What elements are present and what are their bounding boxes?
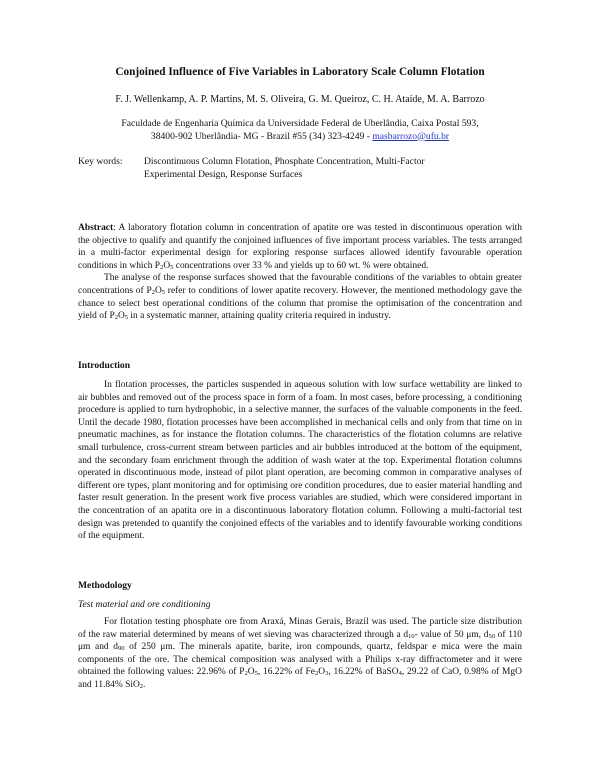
subscript: 50 <box>488 632 495 640</box>
introduction-heading: Introduction <box>78 360 131 371</box>
abstract-text: concentrations over 33 % and yields up to 60 wt. % were obtained. <box>173 260 429 271</box>
abstract-text: O <box>154 285 162 296</box>
subscript: 10 <box>408 632 415 640</box>
abstract-text: refer to conditions of lower apatite recovery. However, the mentioned methodology gave the chance to select best operational conditions of the column that promise the optimisation of the concentration and yield of P <box>78 285 522 322</box>
subscript: 2 <box>151 288 155 296</box>
body-text: of 250 μm. The minerals apatite, barite, iron compounds, quartz, feldspar e mica were the main components of the ore. The chemical composition was analysed with a Philips x-ray diffractometer and it were obtained the following values: 22.96% of P <box>78 642 522 678</box>
body-text: O <box>318 667 326 678</box>
subscript: 5 <box>254 670 258 678</box>
abstract-text: O <box>117 311 125 322</box>
methodology-paragraph <box>78 616 522 692</box>
abstract-text: The analyse of the response surfaces showed that the favourable conditions of the variables to obtain greater concentrations of P <box>78 273 522 296</box>
subscript: 2 <box>244 670 248 678</box>
subscript: 5 <box>124 314 129 322</box>
body-text: , 16.22% of BaSO <box>328 667 399 678</box>
body-text: - value of 50 μm, d <box>414 629 489 640</box>
abstract-text: : A laboratory flotation column in concentration of apatite ore was tested in discontinuous operation with the objective to qualify and quantify the conjoined influences of five important process variables. The tests arranged in a multi-factor experimental design for exploring response surfaces allowed identify favourable operation conditions in which P <box>78 223 522 271</box>
introduction-body <box>78 379 522 543</box>
body-text: O <box>247 667 255 678</box>
affiliation-address: 38400-902 Uberlândia- MG - Brazil #55 (34) 323-4249 - <box>150 130 373 142</box>
body-text: . <box>143 679 146 690</box>
subscript: 2 <box>315 670 319 678</box>
subscript: 2 <box>160 263 164 271</box>
abstract-paragraph-2 <box>78 272 522 322</box>
affiliation <box>0 118 600 143</box>
affiliation-line-1: Faculdade de Engenharia Química da Universidade Federal de Uberlândia, Caixa Postal 593, <box>121 118 479 129</box>
body-text: , 16.22% of Fe <box>257 667 315 678</box>
methodology-heading: Methodology <box>78 580 132 591</box>
affiliation-line-2 <box>0 131 600 144</box>
introduction-paragraph: In flotation processes, the particles suspended in aqueous solution with low surface wettability are linked to air bubbles and removed out of the process space in form of a foam. In most cases, before processing, a conditioning procedure is applied to turn hydrophobic, in a selective manner, the surfaces of the valuable components in the feed. Until the decade 1980, flotation processes have been accomplished in mechanical cells and only from that time on in pneumatic machines, as for instance the flotation columns. The characteristics of the flotation columns are relative small turbulence, cross-current stream between particles and air bubbles introduced at the bottom of the equipment, and the secondary foam enrichment through the addition of wash water at the top. Experimental flotation columns operated in discontinuous mode, instead of pilot plant operation, are becoming common in comparative analyses of different ore types, plant monitoring and for optimising ore condition procedures, due to easier material handling and faster result generation. In the present work five process variables are studied, which were considered important in the concentration of an apatita ore in a discontinuous laboratory flotation column. Following a multi-factorial test design was pretended to quantify the conjoined effects of the variables and to identify favourable working conditions of the equipment. <box>78 380 522 542</box>
email-link[interactable]: masbarrozo@ufu.br <box>372 130 450 142</box>
abstract-text: in a systematic manner, attaining quality criteria required in industry. <box>128 311 391 322</box>
subscript: 5 <box>170 263 174 271</box>
paper-title: Conjoined Influence of Five Variables in Laboratory Scale Column Flotation <box>115 66 485 78</box>
body-text: For flotation testing phosphate ore from Araxá, Minas Gerais, Brazil was used. The particle size distribution of the raw material determined by means of wet sieving was characterized through a d <box>78 617 522 640</box>
keywords-line-1: Discontinuous Column Flotation, Phosphate Concentration, Multi-Factor <box>144 156 425 167</box>
subscript: 3 <box>325 670 329 678</box>
subscript: 90 <box>117 645 125 653</box>
abstract <box>78 222 522 323</box>
subscript: 2 <box>114 314 118 322</box>
abstract-text: O <box>163 260 171 271</box>
abstract-paragraph-1 <box>78 222 522 272</box>
subscript: 4 <box>398 670 402 678</box>
methodology-subheading: Test material and ore conditioning <box>78 599 211 610</box>
keywords-values <box>144 156 514 181</box>
keywords-label: Key words: <box>78 156 123 167</box>
body-text: of 110 μm and d <box>78 629 523 653</box>
subscript: 5 <box>161 288 166 296</box>
keywords-line-2: Experimental Design, Response Surfaces <box>144 168 303 180</box>
methodology-body <box>78 616 522 692</box>
subscript: 2 <box>139 682 144 690</box>
abstract-label: Abstract <box>78 223 114 233</box>
author-list: F. J. Wellenkamp, A. P. Martins, M. S. Oliveira, G. M. Queiroz, C. H. Ataíde, M. A. Barrozo <box>115 94 485 105</box>
body-text: , 29.22 of CaO, 0.98% of MgO and 11.84% SiO <box>78 667 522 690</box>
